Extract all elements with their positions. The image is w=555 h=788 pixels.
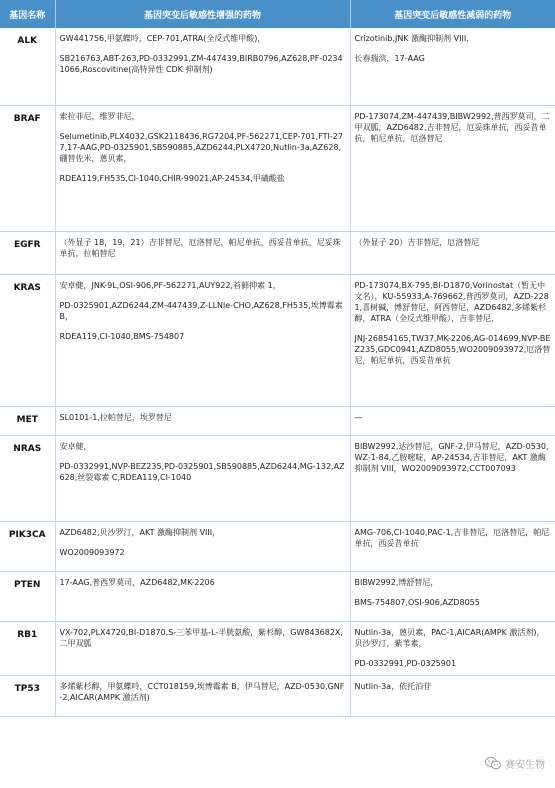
gene-name: KRAS <box>0 274 55 406</box>
table-row <box>0 105 555 231</box>
drug-list-line: SB216763,ABT-263,PD-0332991,ZM-447439,BIRB0796,AZ628,PF-02341066,Roscovitine(高特异性 CDK 抑制剂) <box>59 54 343 74</box>
drugs-sensitivity-down <box>350 231 555 274</box>
gene-name: RB1 <box>0 621 55 675</box>
drugs-sensitivity-down <box>350 105 555 231</box>
table-row <box>0 28 555 105</box>
table-row <box>0 274 555 406</box>
table-row <box>0 675 555 716</box>
table-row <box>0 406 555 435</box>
gene-name: EGFR <box>0 231 55 274</box>
gene-name: BRAF <box>0 105 55 231</box>
watermark <box>485 756 545 771</box>
drugs-sensitivity-down <box>350 621 555 675</box>
drugs-sensitivity-up <box>55 28 350 105</box>
drug-list-line: BIBW2992,博舒替尼， <box>354 577 439 587</box>
drug-list-line: GW441756,甲氨蝶呤，CEP-701,ATRA(全反式维甲酸)， <box>59 34 266 43</box>
drugs-sensitivity-up <box>55 274 350 406</box>
drug-list-line: PD-173074,ZM-447439,BIBW2992,普西罗莫司，二甲双胍，AZD6482,吉非替尼，厄妥珠单抗，西妥昔单抗，帕尼单抗，厄洛替尼 <box>354 111 550 143</box>
drug-list-line: （外显子 18，19，21）吉非替尼，厄洛替尼，帕尼单抗，西妥昔单抗，尼妥珠单抗，拉帕替尼 <box>59 237 341 258</box>
drug-list-line: SL0101-1,拉帕替尼，埃罗替尼 <box>59 412 172 422</box>
drugs-sensitivity-down <box>350 675 555 716</box>
table-row <box>0 571 555 621</box>
header-sensitivity-up: 基因突变后敏感性增强的药物 <box>55 0 350 28</box>
drug-list-line: PD-0325901,AZD6244,ZM-447439,Z-LLNle-CHO,AZ628,FH535,埃博霉素 B， <box>59 300 343 321</box>
drug-list-line: Selumetinib,PLX4032,GSK2118436,RG7204,PF-562271,CEP-701,FTI-277,17-AAG,PD-0325901,SB590885,AZD6244,PLX4720,Nutlin-3a,AZ628,硼替佐米，蒽贝素， <box>59 131 343 163</box>
watermark-text: 赛安生物 <box>505 760 545 771</box>
table-body <box>0 28 555 716</box>
drugs-sensitivity-up <box>55 571 350 621</box>
drug-list-line: PD-173074,BX-795,BI-D1870,Vorinostat（暂无中文名），KU-55933,A-769662,普西罗莫司，AZD-2281,喜树碱，博舒替尼，阿西替尼，AZD6482,多烯紫杉醇，ATRA（全反式维甲酸），吉非替尼， <box>354 280 549 323</box>
table-header <box>0 0 555 28</box>
drug-list-line: JNJ-26854165,TW37,MK-2206,AG-014699,NVP-BEZ235,GDC0941,AZD8055,WO2009093972,厄洛替尼，帕尼单抗，西妥昔单抗 <box>354 333 551 365</box>
table-row <box>0 435 555 521</box>
drug-list-line: Crizotinib,JNK 激酶抑制剂 VIII， <box>354 34 475 43</box>
table-row <box>0 231 555 274</box>
drugs-sensitivity-up <box>55 231 350 274</box>
drugs-sensitivity-up <box>55 521 350 571</box>
drugs-sensitivity-down <box>350 406 555 435</box>
gene-name: NRAS <box>0 435 55 521</box>
drug-list-line: Nutlin-3a，蒽贝素，PAC-1,AICAR(AMPK 激活剂)，贝沙罗汀，紫苇素， <box>354 627 545 648</box>
header-sensitivity-down: 基因突变后敏感性减弱的药物 <box>350 0 555 28</box>
drug-list-line: 长春瑞滨，17-AAG <box>354 54 425 63</box>
wechat-icon <box>485 757 501 770</box>
drug-list-line: （外显子 20）吉非替尼，厄洛替尼 <box>354 237 480 247</box>
gene-name: PTEN <box>0 571 55 621</box>
drug-list-line: RDEA119,CI-1040,BMS-754807 <box>59 331 185 341</box>
drugs-sensitivity-up <box>55 621 350 675</box>
drugs-sensitivity-down <box>350 521 555 571</box>
drug-list-line: AMG-706,CI-1040,PAC-1,吉非替尼，厄洛替尼，帕尼单抗，西妥昔单抗 <box>354 527 550 548</box>
drugs-sensitivity-up <box>55 406 350 435</box>
drug-list-line: 多烯紫杉醇，甲氨蝶呤，CCT018159,埃博霉素 B，伊马替尼，AZD-0530,GNF-2,AICAR(AMPK 激活剂) <box>59 681 345 702</box>
drug-list-line: 安卓健， <box>59 441 92 451</box>
drug-list-line: RDEA119,FH535,CI-1040,CHIR-99021,AP-24534,甲磺酸盐 <box>59 173 285 183</box>
header-gene: 基因名称 <box>0 0 55 28</box>
drug-list-line: WO2009093972 <box>59 547 125 557</box>
drug-list-line: 17-AAG,普西罗莫司，AZD6482,MK-2206 <box>59 577 215 587</box>
drug-list-line: 索拉菲尼，维罗非尼， <box>59 111 140 121</box>
drugs-sensitivity-down <box>350 571 555 621</box>
drug-list-line: Nutlin-3a，依托泊苷 <box>354 681 432 691</box>
gene-name: MET <box>0 406 55 435</box>
table-row <box>0 621 555 675</box>
drug-list-line: BMS-754807,OSI-906,AZD8055 <box>354 597 480 607</box>
drugs-sensitivity-up <box>55 435 350 521</box>
drug-list-line: PD-0332991,NVP-BEZ235,PD-0325901,SB590885,AZD6244,MG-132,AZ628,丝裂霉素 C,RDEA119,CI-1040 <box>59 461 345 482</box>
drug-list-line: — <box>354 412 363 422</box>
drug-list-line: PD-0332991,PD-0325901 <box>354 658 457 668</box>
drugs-sensitivity-up <box>55 105 350 231</box>
drug-list-line: AZD6482,贝沙罗汀，AKT 激酶抑制剂 VIII， <box>59 527 221 537</box>
drugs-sensitivity-down <box>350 28 555 105</box>
drug-list-line: VX-702,PLX4720,BI-D1870,S-三苯甲基-L-半胱氨酸，紫杉醇，GW843682X,二甲双胍 <box>59 627 343 648</box>
drugs-sensitivity-up <box>55 675 350 716</box>
gene-name: TP53 <box>0 675 55 716</box>
drug-list-line: BIBW2992,达沙替尼，GNF-2,伊马替尼，AZD-0530,WZ-1-84,乙胺嘧啶，AP-24534,吉非替尼，AKT 激酶抑制剂 VIII，WO2009093972,CCT007093 <box>354 441 549 473</box>
table-row <box>0 521 555 571</box>
gene-name: PIK3CA <box>0 521 55 571</box>
drug-list-line: 安卓健，JNK-9L,OSI-906,PF-562271,AUY922,苔藓抑素 1， <box>59 280 281 290</box>
gene-name: ALK <box>0 28 55 105</box>
drugs-sensitivity-down <box>350 435 555 521</box>
drugs-sensitivity-down <box>350 274 555 406</box>
